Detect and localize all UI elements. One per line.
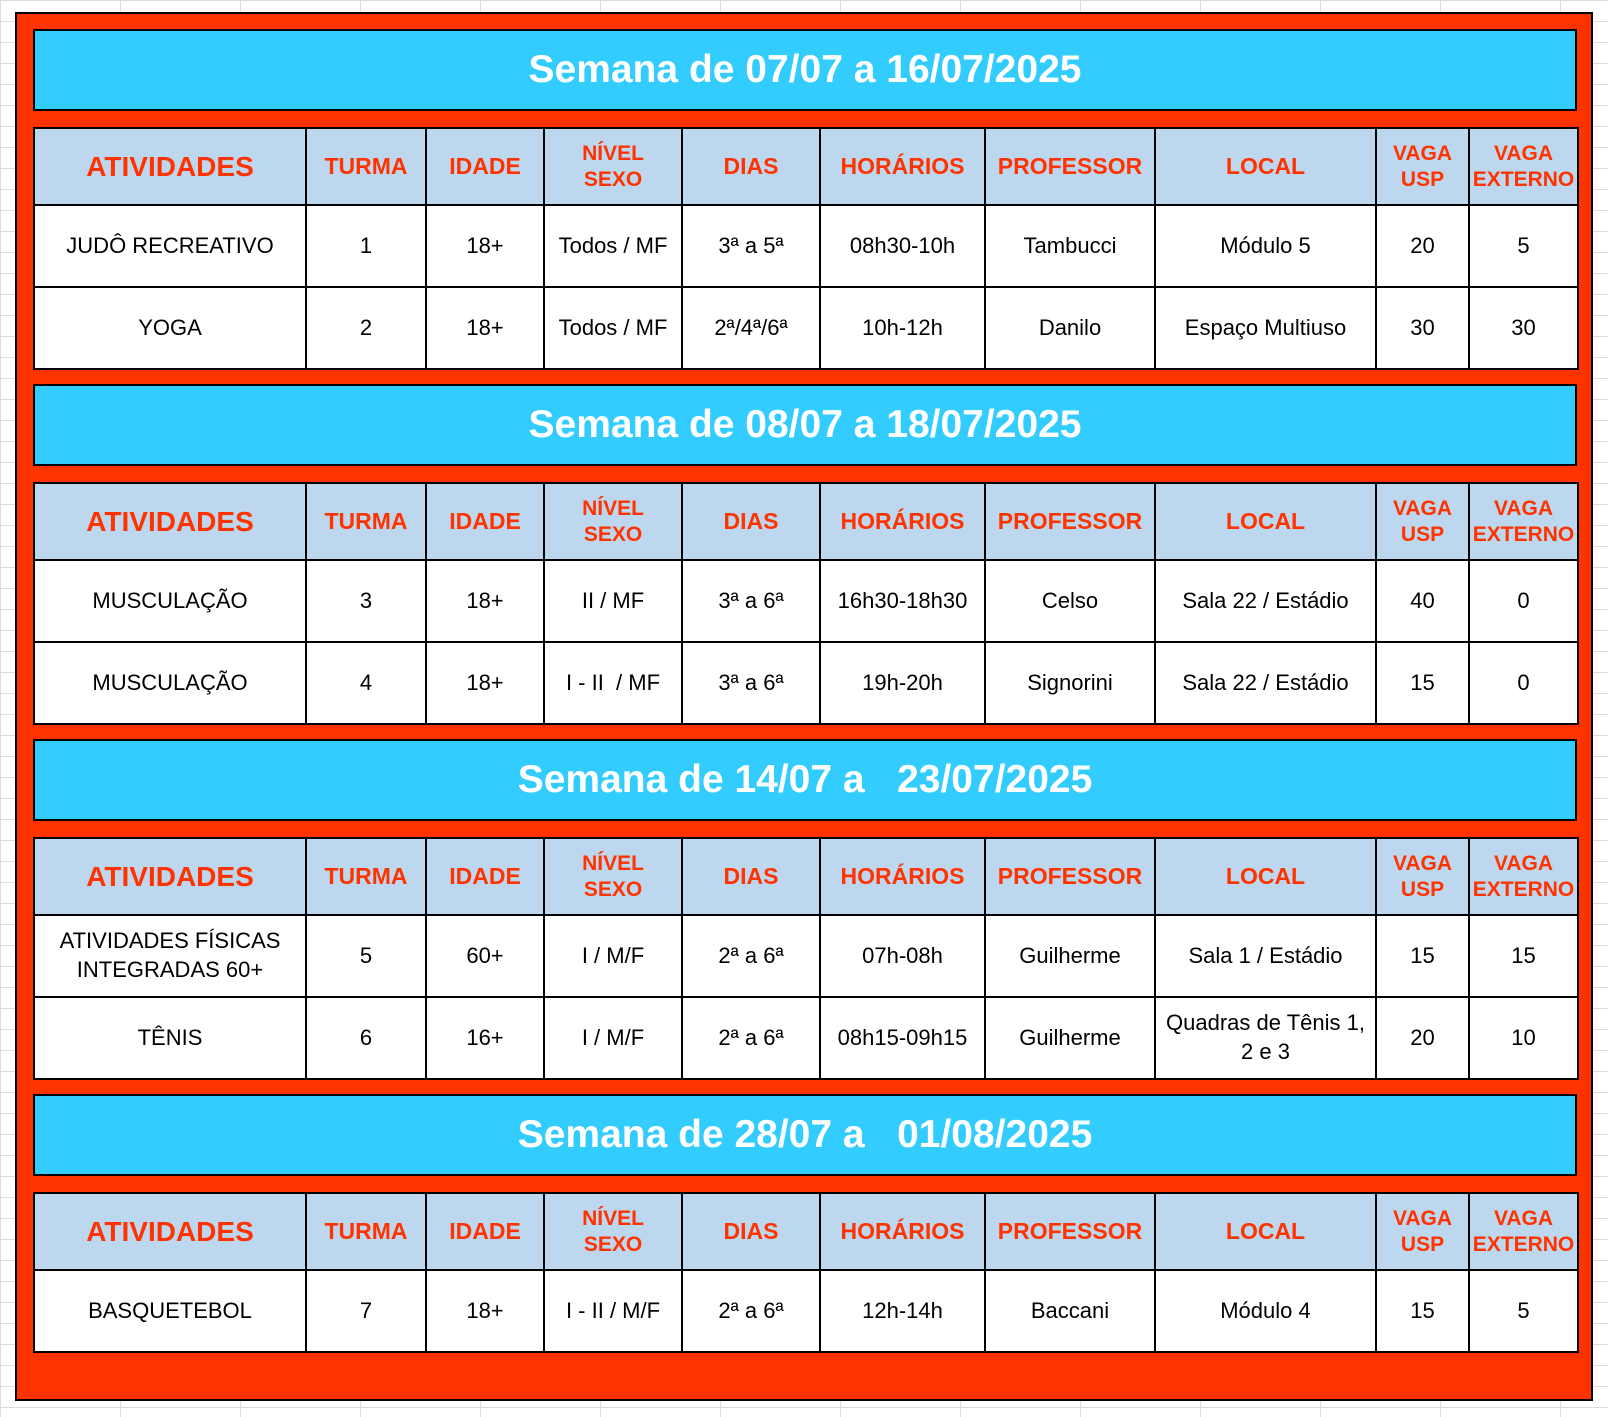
header-idade: IDADE — [426, 838, 544, 915]
table-header-row — [34, 1193, 1578, 1270]
header-atividades: ATIVIDADES — [34, 128, 306, 205]
header-idade: IDADE — [426, 128, 544, 205]
cell-nivel-sexo: I / M/F — [544, 915, 682, 997]
table-header-row — [34, 838, 1578, 915]
table-row — [34, 997, 1578, 1079]
cell-local: Sala 1 / Estádio — [1155, 915, 1376, 997]
header-turma: TURMA — [306, 483, 426, 560]
header-sexo: SEXO — [583, 167, 643, 191]
header-vaga: VAGA — [1493, 852, 1554, 876]
header-horarios: HORÁRIOS — [820, 128, 985, 205]
cell-atividade: BASQUETEBOL — [34, 1270, 306, 1352]
header-professor: PROFESSOR — [985, 483, 1155, 560]
cell-nivel-sexo: I / M/F — [544, 997, 682, 1079]
table-row — [34, 205, 1578, 287]
header-sexo: SEXO — [583, 522, 643, 546]
table-row — [34, 642, 1578, 724]
header-vaga-externo — [1469, 128, 1578, 205]
header-sexo: SEXO — [583, 1232, 643, 1256]
cell-vaga-externo: 15 — [1469, 915, 1578, 997]
header-horarios: HORÁRIOS — [820, 1193, 985, 1270]
cell-local: Sala 22 / Estádio — [1155, 560, 1376, 642]
cell-vaga-externo: 0 — [1469, 560, 1578, 642]
header-vaga-usp — [1376, 838, 1469, 915]
header-vaga: VAGA — [1392, 497, 1453, 521]
header-horarios: HORÁRIOS — [820, 838, 985, 915]
cell-atividade: YOGA — [34, 287, 306, 369]
cell-horarios: 08h15-09h15 — [820, 997, 985, 1079]
cell-local: Espaço Multiuso — [1155, 287, 1376, 369]
header-vaga: VAGA — [1493, 1207, 1554, 1231]
week-header — [33, 29, 1577, 111]
header-vaga: VAGA — [1493, 497, 1554, 521]
cell-turma: 3 — [306, 560, 426, 642]
cell-vaga-usp: 30 — [1376, 287, 1469, 369]
header-professor: PROFESSOR — [985, 838, 1155, 915]
cell-atividade: MUSCULAÇÃO — [34, 642, 306, 724]
cell-horarios: 08h30-10h — [820, 205, 985, 287]
cell-vaga-externo: 10 — [1469, 997, 1578, 1079]
table-header-row — [34, 483, 1578, 560]
schedule-sheet — [15, 12, 1593, 1401]
cell-dias: 2ª/4ª/6ª — [682, 287, 820, 369]
header-dias: DIAS — [682, 128, 820, 205]
header-local: LOCAL — [1155, 838, 1376, 915]
cell-idade: 18+ — [426, 287, 544, 369]
cell-vaga-externo: 5 — [1469, 205, 1578, 287]
week-header — [33, 384, 1577, 466]
cell-nivel-sexo: II / MF — [544, 560, 682, 642]
cell-atividade: ATIVIDADES FÍSICAS INTEGRADAS 60+ — [34, 915, 306, 997]
cell-atividade: MUSCULAÇÃO — [34, 560, 306, 642]
cell-professor: Danilo — [985, 287, 1155, 369]
header-vaga: VAGA — [1392, 852, 1453, 876]
cell-idade: 18+ — [426, 560, 544, 642]
header-externo: EXTERNO — [1472, 877, 1575, 901]
header-dias: DIAS — [682, 1193, 820, 1270]
cell-turma: 4 — [306, 642, 426, 724]
cell-vaga-usp: 20 — [1376, 205, 1469, 287]
cell-vaga-externo: 30 — [1469, 287, 1578, 369]
cell-dias: 2ª a 6ª — [682, 915, 820, 997]
cell-vaga-usp: 40 — [1376, 560, 1469, 642]
header-professor: PROFESSOR — [985, 1193, 1155, 1270]
header-vaga-usp — [1376, 128, 1469, 205]
cell-professor: Baccani — [985, 1270, 1155, 1352]
week-title: Semana de 08/07 a 18/07/2025 — [528, 403, 1082, 446]
week-title: Semana de 07/07 a 16/07/2025 — [528, 48, 1082, 91]
cell-atividade: TÊNIS — [34, 997, 306, 1079]
week-header — [33, 1094, 1577, 1176]
cell-professor: Signorini — [985, 642, 1155, 724]
header-vaga-usp — [1376, 1193, 1469, 1270]
cell-idade: 60+ — [426, 915, 544, 997]
header-local: LOCAL — [1155, 1193, 1376, 1270]
week-title: Semana de 28/07 a 01/08/2025 — [517, 1113, 1093, 1156]
header-dias: DIAS — [682, 483, 820, 560]
cell-professor: Guilherme — [985, 915, 1155, 997]
cell-vaga-externo: 5 — [1469, 1270, 1578, 1352]
cell-dias: 2ª a 6ª — [682, 997, 820, 1079]
cell-nivel-sexo: I - II / MF — [544, 642, 682, 724]
cell-professor: Celso — [985, 560, 1155, 642]
header-nivel: NÍVEL — [582, 497, 644, 521]
header-vaga-usp — [1376, 483, 1469, 560]
header-nivel-sexo — [544, 128, 682, 205]
cell-dias: 3ª a 5ª — [682, 205, 820, 287]
cell-local: Módulo 4 — [1155, 1270, 1376, 1352]
cell-vaga-usp: 15 — [1376, 1270, 1469, 1352]
cell-horarios: 10h-12h — [820, 287, 985, 369]
cell-local: Sala 22 / Estádio — [1155, 642, 1376, 724]
cell-dias: 2ª a 6ª — [682, 1270, 820, 1352]
cell-vaga-externo: 0 — [1469, 642, 1578, 724]
header-atividades: ATIVIDADES — [34, 838, 306, 915]
header-turma: TURMA — [306, 838, 426, 915]
activities-table — [33, 482, 1579, 725]
activities-table — [33, 837, 1579, 1080]
cell-local: Módulo 5 — [1155, 205, 1376, 287]
cell-turma: 6 — [306, 997, 426, 1079]
cell-nivel-sexo: Todos / MF — [544, 205, 682, 287]
cell-idade: 18+ — [426, 1270, 544, 1352]
cell-nivel-sexo: Todos / MF — [544, 287, 682, 369]
header-professor: PROFESSOR — [985, 128, 1155, 205]
header-local: LOCAL — [1155, 128, 1376, 205]
header-vaga: VAGA — [1493, 142, 1554, 166]
activities-table — [33, 127, 1579, 370]
activities-table — [33, 1192, 1579, 1353]
cell-vaga-usp: 20 — [1376, 997, 1469, 1079]
cell-local: Quadras de Tênis 1, 2 e 3 — [1155, 997, 1376, 1079]
header-turma: TURMA — [306, 128, 426, 205]
table-row — [34, 560, 1578, 642]
header-vaga-externo — [1469, 483, 1578, 560]
cell-professor: Tambucci — [985, 205, 1155, 287]
cell-turma: 5 — [306, 915, 426, 997]
header-nivel-sexo — [544, 1193, 682, 1270]
header-dias: DIAS — [682, 838, 820, 915]
header-usp: USP — [1400, 1232, 1445, 1256]
table-row — [34, 1270, 1578, 1352]
cell-dias: 3ª a 6ª — [682, 642, 820, 724]
cell-idade: 16+ — [426, 997, 544, 1079]
header-idade: IDADE — [426, 483, 544, 560]
table-row — [34, 915, 1578, 997]
header-usp: USP — [1400, 167, 1445, 191]
header-nivel: NÍVEL — [582, 1207, 644, 1231]
cell-turma: 7 — [306, 1270, 426, 1352]
header-nivel-sexo — [544, 483, 682, 560]
cell-professor: Guilherme — [985, 997, 1155, 1079]
cell-dias: 3ª a 6ª — [682, 560, 820, 642]
cell-atividade: JUDÔ RECREATIVO — [34, 205, 306, 287]
cell-horarios: 12h-14h — [820, 1270, 985, 1352]
header-nivel-sexo — [544, 838, 682, 915]
cell-nivel-sexo: I - II / M/F — [544, 1270, 682, 1352]
header-usp: USP — [1400, 522, 1445, 546]
header-nivel: NÍVEL — [582, 142, 644, 166]
cell-idade: 18+ — [426, 205, 544, 287]
header-vaga: VAGA — [1392, 142, 1453, 166]
cell-turma: 2 — [306, 287, 426, 369]
header-atividades: ATIVIDADES — [34, 1193, 306, 1270]
header-externo: EXTERNO — [1472, 522, 1575, 546]
header-nivel: NÍVEL — [582, 852, 644, 876]
cell-turma: 1 — [306, 205, 426, 287]
header-sexo: SEXO — [583, 877, 643, 901]
cell-horarios: 07h-08h — [820, 915, 985, 997]
header-externo: EXTERNO — [1472, 167, 1575, 191]
table-row — [34, 287, 1578, 369]
header-horarios: HORÁRIOS — [820, 483, 985, 560]
header-externo: EXTERNO — [1472, 1232, 1575, 1256]
cell-horarios: 19h-20h — [820, 642, 985, 724]
header-vaga-externo — [1469, 1193, 1578, 1270]
header-idade: IDADE — [426, 1193, 544, 1270]
cell-horarios: 16h30-18h30 — [820, 560, 985, 642]
table-header-row — [34, 128, 1578, 205]
header-turma: TURMA — [306, 1193, 426, 1270]
header-atividades: ATIVIDADES — [34, 483, 306, 560]
header-vaga: VAGA — [1392, 1207, 1453, 1231]
header-usp: USP — [1400, 877, 1445, 901]
week-header — [33, 739, 1577, 821]
cell-vaga-usp: 15 — [1376, 915, 1469, 997]
week-title: Semana de 14/07 a 23/07/2025 — [517, 758, 1093, 801]
header-local: LOCAL — [1155, 483, 1376, 560]
header-vaga-externo — [1469, 838, 1578, 915]
cell-vaga-usp: 15 — [1376, 642, 1469, 724]
cell-idade: 18+ — [426, 642, 544, 724]
